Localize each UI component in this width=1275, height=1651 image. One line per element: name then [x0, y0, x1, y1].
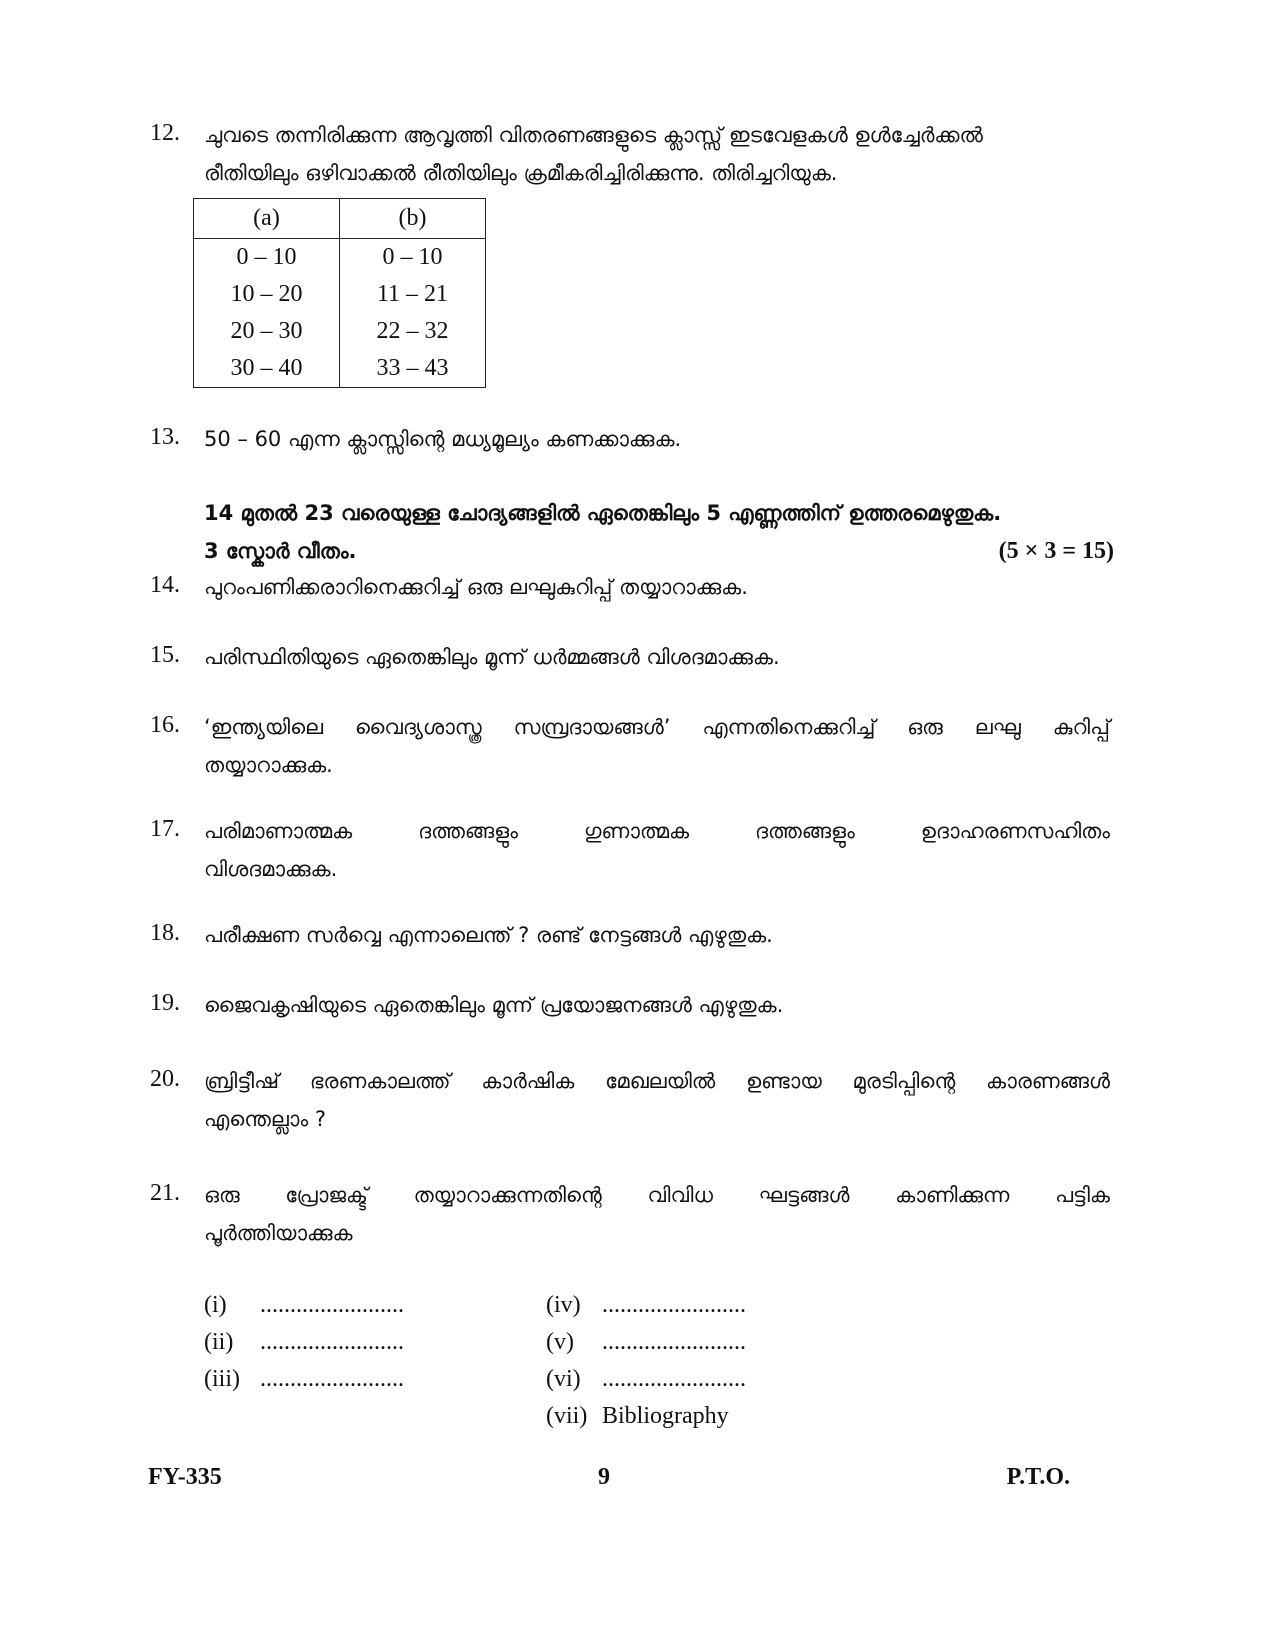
option-item [546, 1329, 746, 1365]
word: മുരടിപ്പിന്റെ [852, 1069, 956, 1093]
table-cell: 0 – 10 [340, 239, 486, 277]
question-text [204, 116, 1110, 192]
option-label: (vii) [546, 1403, 588, 1429]
table-row [194, 313, 486, 350]
question-13 [150, 420, 1110, 458]
option-item [204, 1329, 404, 1365]
option-blank: ........................ [260, 1329, 404, 1355]
word: എന്നതിനെക്കുറിച്ച് [702, 715, 876, 739]
word: ദത്തങ്ങളും [418, 819, 518, 843]
instruction-line: 3 സ്കോർ വീതം. [204, 539, 357, 563]
table-cell: 0 – 10 [194, 239, 340, 277]
option-label: (v) [546, 1329, 574, 1355]
frequency-table [193, 198, 486, 388]
word: പ്രോജക്ട് [285, 1183, 368, 1207]
option-label: (ii) [204, 1329, 234, 1355]
question-line [204, 1062, 1110, 1100]
word: ഉദാഹരണസഹിതം [920, 819, 1110, 843]
question-line: തയ്യാറാക്കുക. [204, 753, 333, 777]
question-text [204, 1062, 1110, 1138]
word: ഉണ്ടായ [746, 1069, 822, 1093]
word: പട്ടിക [1055, 1183, 1110, 1207]
question-number: 20. [150, 1066, 180, 1092]
option-answer: Bibliography [602, 1403, 729, 1429]
question-text: 50 – 60 എന്ന ക്ലാസ്സിന്റെ മധ്യമൂല്യം കണക്കാക്കുക. [204, 427, 682, 451]
word: ലഘു [974, 715, 1021, 739]
question-20 [150, 1062, 1110, 1138]
instruction-line: 14 മുതൽ 23 വരെയുള്ള ചോദ്യങ്ങളിൽ ഏതെങ്കിലും 5 എണ്ണത്തിന് ഉത്തരമെഴുതുക. [204, 501, 1002, 525]
question-number: 17. [150, 816, 180, 842]
option-item [546, 1403, 729, 1439]
option-label: (iii) [204, 1366, 240, 1392]
section-instruction [204, 494, 1114, 570]
question-number: 16. [150, 712, 180, 738]
question-text: ജൈവകൃഷിയുടെ ഏതെങ്കിലും മൂന്ന് പ്രയോജനങ്ങൾ എഴുതുക. [204, 993, 784, 1017]
question-text [204, 708, 1110, 784]
question-number: 14. [150, 572, 180, 598]
word: കാരണങ്ങൾ [986, 1069, 1110, 1093]
question-line: രീതിയിലും ഒഴിവാക്കൽ രീതിയിലും ക്രമീകരിച്ചിരിക്കുന്നു. തിരിച്ചറിയുക. [204, 161, 838, 185]
word: ഭരണകാലത്ത് [309, 1069, 451, 1093]
word: വിവിധ [647, 1183, 713, 1207]
question-line: പൂർത്തിയാക്കുക [204, 1221, 353, 1245]
question-line [204, 1176, 1110, 1214]
option-label: (iv) [546, 1292, 581, 1318]
question-line [204, 812, 1110, 850]
option-blank: ........................ [260, 1292, 404, 1318]
word: ഘട്ടങ്ങൾ [758, 1183, 850, 1207]
word: മേഖലയിൽ [605, 1069, 716, 1093]
question-16 [150, 708, 1110, 784]
word: ഒരു [204, 1183, 240, 1207]
question-text [204, 812, 1110, 888]
question-15 [150, 638, 1110, 676]
question-line: വിശദമാക്കുക. [204, 857, 338, 881]
question-19 [150, 986, 1110, 1024]
word: കാണിക്കുന്ന [895, 1183, 1010, 1207]
question-text: പരീക്ഷണ സർവ്വെ എന്നാലെന്ത് ? രണ്ട് നേട്ടങ്ങൾ എഴുതുക. [204, 923, 773, 947]
table-row [194, 350, 486, 388]
table-header-cell: (b) [340, 199, 486, 239]
option-blank: ........................ [602, 1329, 746, 1355]
word: ‘ഇന്ത്യയിലെ [204, 715, 324, 739]
option-blank: ........................ [602, 1292, 746, 1318]
option-item [204, 1366, 404, 1402]
word: ഗുണാത്മക [583, 819, 690, 843]
paper-code: FY-335 [148, 1464, 222, 1490]
option-blank: ........................ [260, 1366, 404, 1392]
word: പരിമാണാത്മക [204, 819, 353, 843]
table-row [194, 276, 486, 313]
question-number: 12. [150, 120, 180, 146]
question-number: 15. [150, 642, 180, 668]
table-cell: 10 – 20 [194, 276, 340, 313]
table-cell: 33 – 43 [340, 350, 486, 388]
word: കുറിപ്പ് [1052, 715, 1110, 739]
answer-options [204, 1292, 804, 1452]
table-row [194, 239, 486, 277]
table-cell: 11 – 21 [340, 276, 486, 313]
marks-label: (5 × 3 = 15) [998, 538, 1114, 564]
question-12 [150, 116, 1110, 192]
question-number: 13. [150, 424, 180, 450]
page-number: 9 [598, 1464, 610, 1490]
question-line: ചുവടെ തന്നിരിക്കുന്ന ആവൃത്തി വിതരണങ്ങളുടെ ക്ലാസ്സ് ഇടവേളകൾ ഉൾച്ചേർക്കൽ [204, 123, 983, 147]
table-cell: 30 – 40 [194, 350, 340, 388]
word: തയ്യാറാക്കുന്നതിന്റെ [413, 1183, 602, 1207]
word: ഒരു [907, 715, 943, 739]
word: കാർഷിക [481, 1069, 575, 1093]
question-text: പുറംപണിക്കരാറിനെക്കുറിച്ച് ഒരു ലഘുകുറിപ്പ് തയ്യാറാക്കുക. [204, 575, 748, 599]
table-cell: 20 – 30 [194, 313, 340, 350]
question-number: 18. [150, 920, 180, 946]
option-item [546, 1366, 746, 1402]
table-header-cell: (a) [194, 199, 340, 239]
question-text [204, 1176, 1110, 1252]
question-number: 19. [150, 990, 180, 1016]
question-number: 21. [150, 1180, 180, 1206]
word: വൈദ്യശാസ്ത്ര [354, 715, 482, 739]
question-line: എന്തെല്ലാം ? [204, 1107, 327, 1131]
question-line [204, 708, 1110, 746]
option-blank: ........................ [602, 1366, 746, 1392]
question-18 [150, 916, 1110, 954]
question-14 [150, 568, 1110, 606]
table-header-row [194, 199, 486, 239]
word: ബ്രിട്ടീഷ് [204, 1069, 280, 1093]
question-text: പരിസ്ഥിതിയുടെ ഏതെങ്കിലും മൂന്ന് ധർമ്മങ്ങൾ വിശദമാക്കുക. [204, 645, 780, 669]
option-label: (vi) [546, 1366, 581, 1392]
pto-label: P.T.O. [1006, 1464, 1070, 1490]
question-17 [150, 812, 1110, 888]
word: സമ്പ്രദായങ്ങൾ’ [513, 715, 671, 739]
option-item [204, 1292, 404, 1328]
question-21 [150, 1176, 1110, 1252]
word: ദത്തങ്ങളും [755, 819, 855, 843]
option-label: (i) [204, 1292, 227, 1318]
option-item [546, 1292, 746, 1328]
table-cell: 22 – 32 [340, 313, 486, 350]
